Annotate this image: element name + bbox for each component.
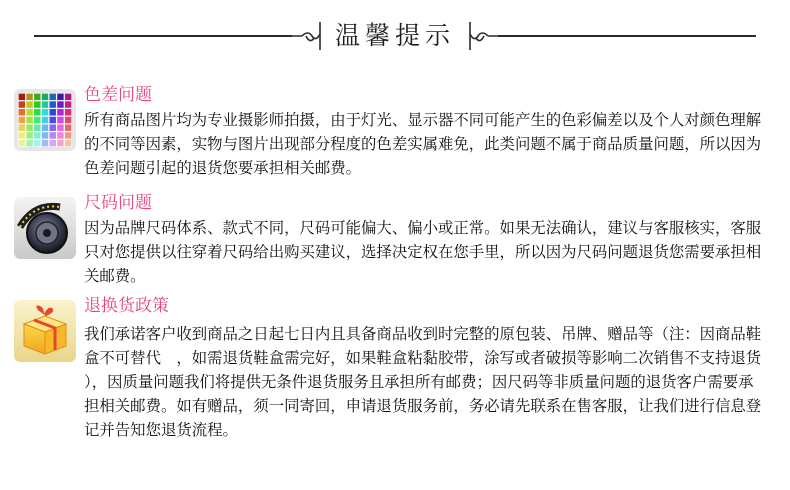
section-body-color [84, 108, 780, 180]
section-size [14, 193, 780, 288]
body-line: 担相关邮费。如有赠品，须一同寄回，申请退货服务前，务必请先联系在售客服，让我们进行信息登 [84, 397, 762, 415]
color-palette-icon [14, 89, 76, 151]
header-rule-right [498, 35, 756, 37]
section-return-policy [14, 296, 780, 446]
body-line: 的不同等因素，实物与图片出现部分程度的色差实属难免，此类问题不属于商品质量问题，所以因为 [84, 135, 762, 153]
ornament-left-icon [292, 20, 322, 52]
section-color-difference [14, 85, 780, 185]
body-line: 因为品牌尺码体系、款式不同，尺码可能偏大、偏小或正常。如果无法确认，建议与客服核实，客服 [84, 219, 762, 237]
header-rule-left [34, 35, 292, 37]
body-line: 所有商品图片均为专业摄影师拍摄，由于灯光、显示器不同可能产生的色彩偏差以及个人对颜色理解 [84, 111, 762, 129]
body-line: 关邮费。 [84, 267, 146, 285]
body-line: 我们承诺客户收到商品之日起七日内且具备商品收到时完整的原包装、吊牌、赠品等（注：因商品鞋 [84, 325, 762, 343]
page-header [0, 14, 790, 58]
body-line: 色差问题引起的退货您要承担相关邮费。 [84, 159, 362, 177]
body-line: ），因质量问题我们将提供无条件退货服务且承担所有邮费；因尺码等非质量问题的退货客户需要承 [84, 373, 754, 391]
section-body-size [84, 216, 780, 288]
body-line: 记并告知您退货流程。 [84, 421, 238, 439]
body-line: 盒不可替代 ，如需退货鞋盒需完好，如果鞋盒粘黏胶带，涂写或者破损等影响二次销售不支持退货 [84, 349, 762, 367]
section-title-color: 色差问题 [84, 85, 152, 105]
section-title-return: 退换货政策 [84, 296, 169, 316]
section-body-return [84, 322, 780, 442]
gift-box-icon [14, 300, 76, 362]
page-title: 温馨提示 [334, 21, 455, 50]
tape-measure-icon [14, 197, 76, 259]
ornament-right-icon [468, 20, 498, 52]
body-line: 只对您提供以往穿着尺码给出购买建议，选择决定权在您手里，所以因为尺码问题退货您需要承担相 [84, 243, 762, 261]
section-title-size: 尺码问题 [84, 193, 152, 213]
